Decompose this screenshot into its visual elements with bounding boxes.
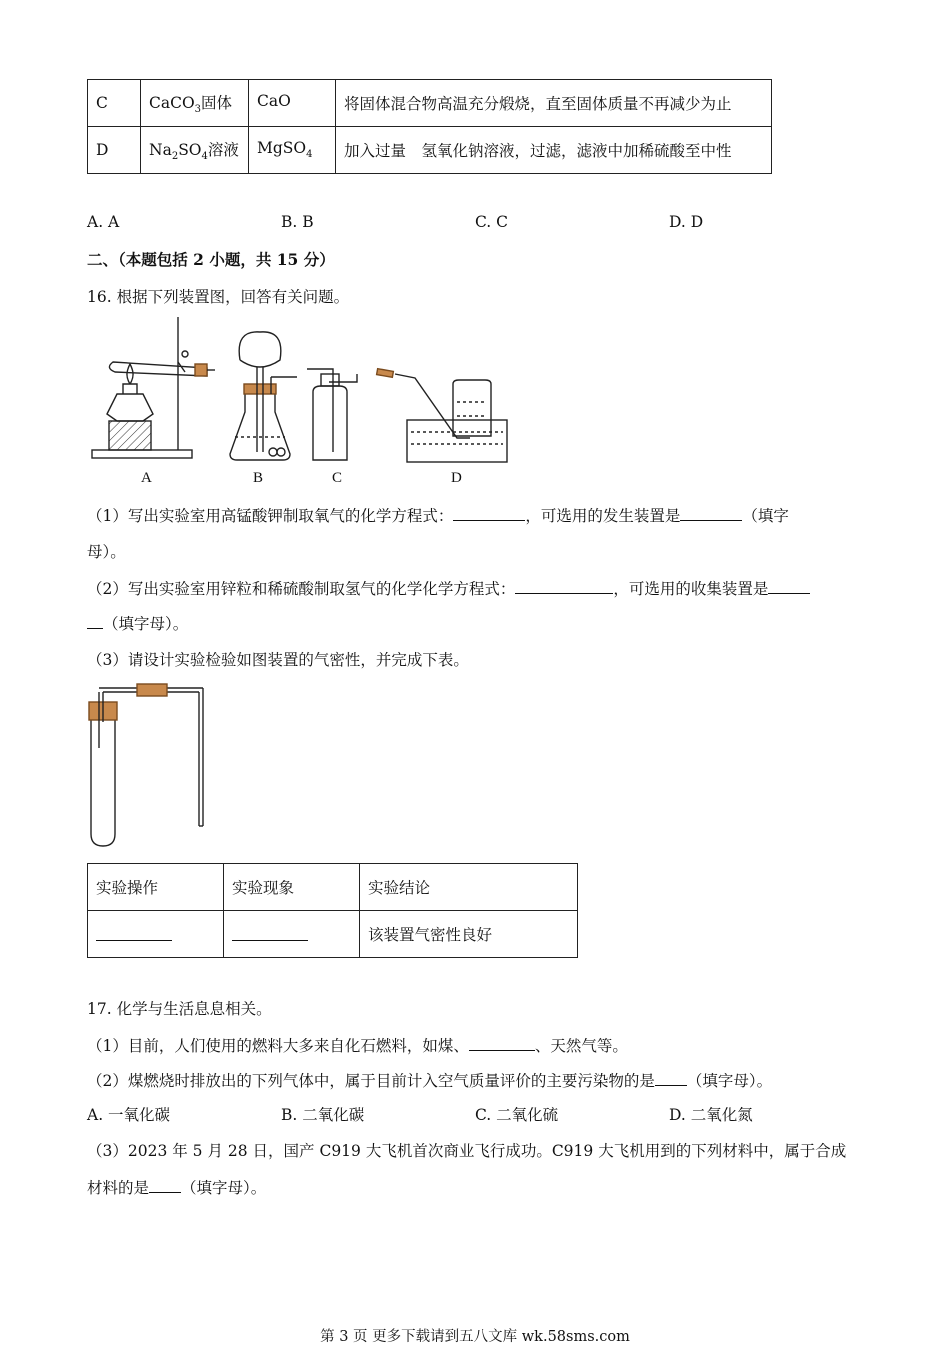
q16-part1-cont: 母）。 <box>87 543 126 561</box>
question-16-stem: 16. 根据下列装置图，回答有关问题。 <box>87 288 350 306</box>
question-17-stem: 17. 化学与生活息息相关。 <box>87 1000 272 1018</box>
q16-part3: （3）请设计实验检验如图装置的气密性，并完成下表。 <box>87 651 469 669</box>
answer-blank[interactable] <box>232 924 308 941</box>
section-title: 二、（本题包括 2 小题，共 15 分） <box>87 250 335 269</box>
q17-option-d: D. 二氧化氮 <box>669 1106 753 1124</box>
apparatus-figure <box>85 312 525 492</box>
table-row <box>88 127 772 174</box>
q16-part1: （1）写出实验室用高锰酸钾制取氧气的化学方程式： ，可选用的发生装置是 （填字 <box>87 504 789 526</box>
option-c: C. C <box>475 213 509 231</box>
apparatus-label-d: D <box>451 470 462 486</box>
option-d: D. D <box>669 213 704 231</box>
conclusion-cell: 该装置气密性良好 <box>360 911 578 958</box>
q16-part2-cont: （填字母）。 <box>87 612 188 634</box>
q17-option-b: B. 二氧化碳 <box>281 1106 365 1124</box>
stand-base <box>92 450 192 458</box>
row-label: C <box>88 80 141 127</box>
operation-cell <box>88 911 224 958</box>
q17-option-a: A. 一氧化碳 <box>87 1106 171 1124</box>
table-header-row <box>88 864 578 911</box>
q17-part3: （3）2023 年 5 月 28 日，国产 C919 大飞机首次商业飞行成功。C919 大飞机用到的下列材料中，属于合成 <box>87 1142 847 1160</box>
header-phenomenon: 实验现象 <box>224 864 360 911</box>
apparatus-label-b: B <box>253 470 264 486</box>
answer-blank[interactable] <box>680 504 742 521</box>
table-row <box>88 80 772 127</box>
header-conclusion: 实验结论 <box>360 864 578 911</box>
answer-blank[interactable] <box>87 612 103 629</box>
impurity-cell: MgSO$_4$ <box>249 127 336 174</box>
option-b: B. B <box>281 213 314 231</box>
experiment-table <box>87 863 578 958</box>
row-label: D <box>88 127 141 174</box>
method-cell: 将固体混合物高温充分煅烧，直至固体质量不再减少为止 <box>336 80 772 127</box>
answer-blank[interactable] <box>655 1069 687 1086</box>
wood-block <box>109 421 151 450</box>
apparatus-label-c: C <box>332 470 343 486</box>
q17-part1: （1）目前，人们使用的燃料大多来自化石燃料，如煤、 、天然气等。 <box>87 1034 628 1056</box>
substance-cell: CaCO$_3$固体 <box>141 80 249 127</box>
q17-option-c: C. 二氧化硫 <box>475 1106 559 1124</box>
option-a: A. A <box>87 213 120 231</box>
answer-blank[interactable] <box>453 504 525 521</box>
header-operation: 实验操作 <box>88 864 224 911</box>
airtightness-apparatus <box>85 676 215 851</box>
q17-part3-cont: 材料的是 （填字母）。 <box>87 1176 266 1198</box>
answer-blank[interactable] <box>96 924 172 941</box>
answer-blank[interactable] <box>469 1034 535 1051</box>
purification-table <box>87 79 772 174</box>
impurity-cell: CaO <box>249 80 336 127</box>
q17-part2: （2）煤燃烧时排放出的下列气体中，属于目前计入空气质量评价的主要污染物的是 （填字母）。 <box>87 1069 772 1091</box>
apparatus-label-a: A <box>141 470 152 486</box>
q16-part2: （2）写出实验室用锌粒和稀硫酸制取氢气的化学化学方程式： ，可选用的收集装置是 <box>87 577 810 599</box>
page-footer: 第 3 页 更多下载请到五八文库 wk.58sms.com <box>320 1329 630 1345</box>
answer-blank[interactable] <box>515 577 613 594</box>
method-cell: 加入过量 氢氧化钠溶液，过滤，滤液中加稀硫酸至中性 <box>336 127 772 174</box>
substance-cell: $Na_2SO_4$溶液 <box>141 127 249 174</box>
answer-blank[interactable] <box>149 1176 181 1193</box>
table-row <box>88 911 578 958</box>
phenomenon-cell <box>224 911 360 958</box>
answer-blank[interactable] <box>768 577 810 594</box>
